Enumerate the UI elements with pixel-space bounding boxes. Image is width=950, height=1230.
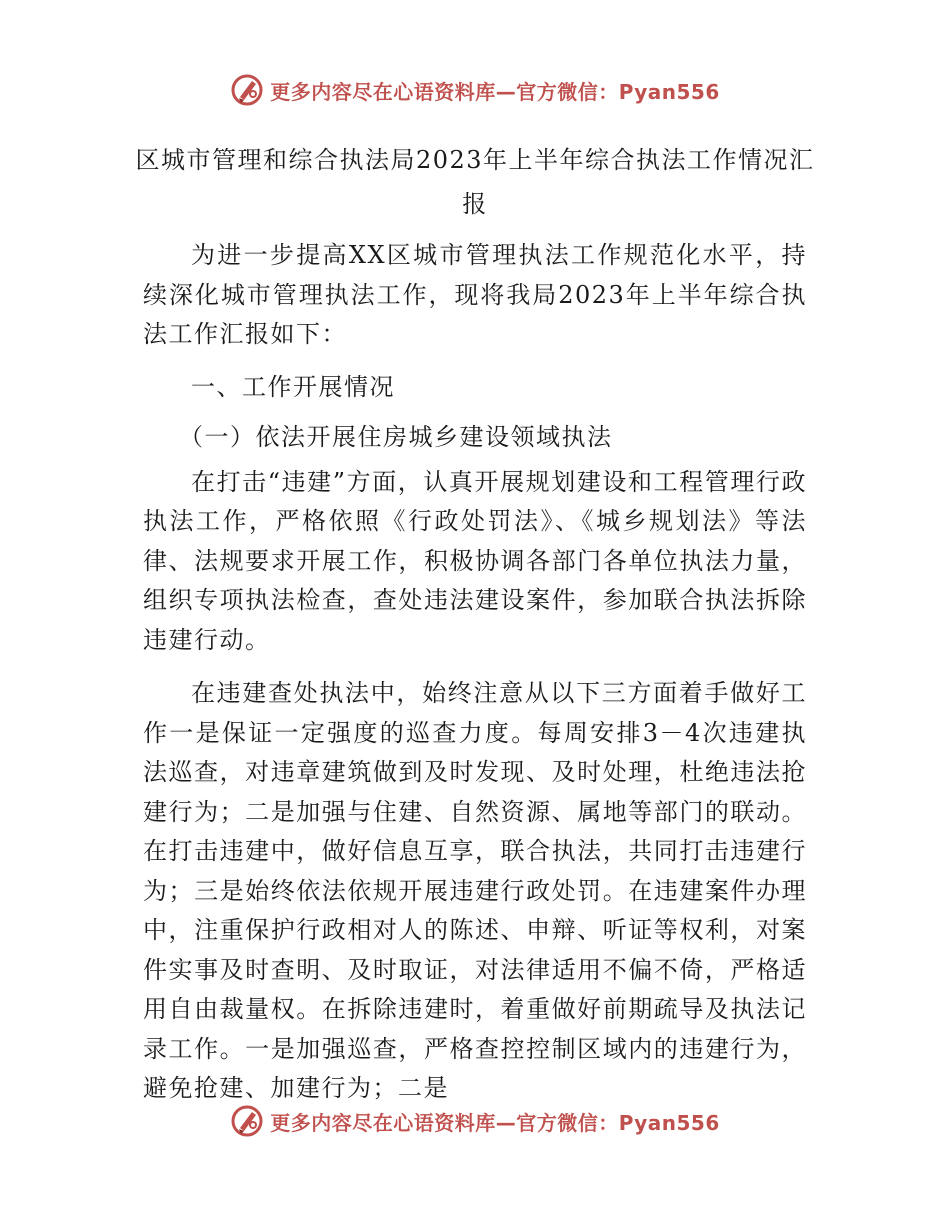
banner-text: 更多内容尽在心语资料库—官方微信：Pyan556	[270, 1110, 720, 1135]
footer-banner	[0, 1101, 950, 1141]
subsection-heading: （一）依法开展住房城乡建设领域执法	[179, 422, 613, 451]
banner-text: 更多内容尽在心语资料库—官方微信：Pyan556	[270, 79, 720, 104]
body-paragraph-2: 在违建查处执法中，始终注意从以下三方面着手做好工作一是保证一定强度的巡查力度。每周安排3－4次违建执法巡查，对违章建筑做到及时发现、及时处理，杜绝违法抢建行为；二是加强与住建、自然资源、属地等部门的联动。在打击违建中，做好信息互享，联合执法，共同打击违建行为；三是始终依法依规开展违建行政处罚。在违建案件办理中，注重保护行政相对人的陈述、申辩、听证等权利，对案件实事及时查明、及时取证，对法律适用不偏不倚，严格适用自由裁量权。在拆除违建时，着重做好前期疏导及执法记录工作。一是加强巡查，严格查控控制区域内的违建行为，避免抢建、加建行为；二是	[143, 679, 807, 1102]
pen-logo-icon	[230, 1104, 264, 1138]
document-title: 区城市管理和综合执法局2023年上半年综合执法工作情况汇报	[135, 146, 815, 218]
intro-paragraph: 为进一步提高XX区城市管理执法工作规范化水平，持续深化城市管理执法工作，现将我局2023年上半年综合执法工作汇报如下：	[143, 241, 807, 348]
section-heading: 一、工作开展情况	[191, 372, 395, 401]
header-banner	[0, 70, 950, 110]
document-body	[135, 138, 815, 1109]
pen-logo-icon	[230, 73, 264, 107]
body-paragraph-1: 在打击“违建”方面，认真开展规划建设和工程管理行政执法工作，严格依照《行政处罚法》、《城乡规划法》等法律、法规要求开展工作，积极协调各部门各单位执法力量，组织专项执法检查，查处违法建设案件，参加联合执法拆除违建行动。	[143, 467, 807, 654]
